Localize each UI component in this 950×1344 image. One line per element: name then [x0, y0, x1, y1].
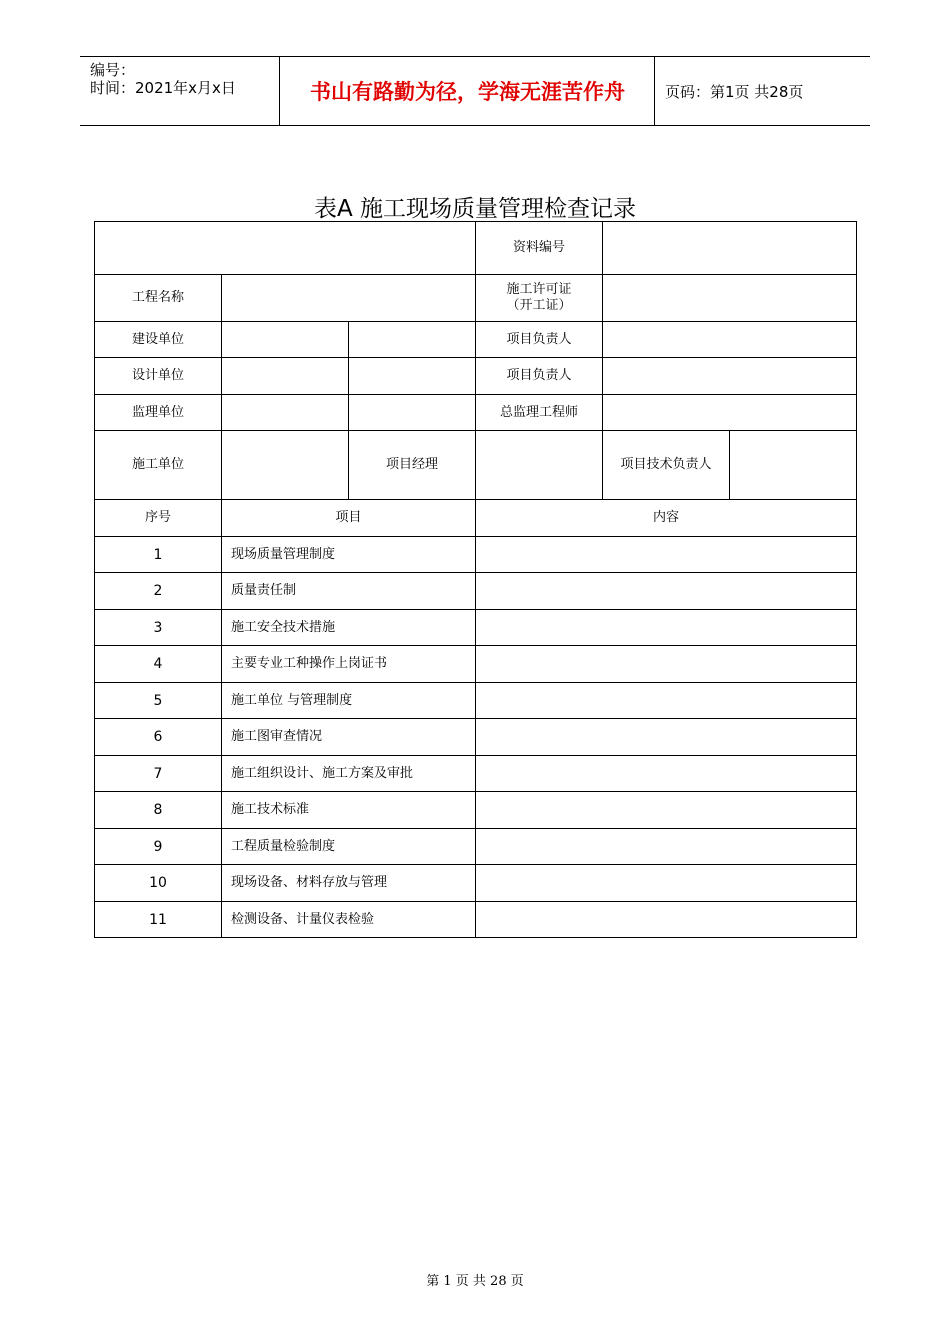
document-title: 表A 施工现场质量管理检查记录	[313, 196, 637, 222]
row-number: 10	[95, 865, 222, 902]
form-row-builder	[95, 322, 857, 358]
row-content-field[interactable]	[476, 646, 857, 683]
table-row	[95, 865, 857, 902]
permit-label-line1: 施工许可证	[506, 282, 572, 297]
row-number: 9	[95, 829, 222, 865]
header-page-number: 页码：第1页 共28页	[665, 82, 804, 101]
builder-field-extra[interactable]	[349, 322, 476, 358]
row-item: 施工安全技术措施	[222, 610, 476, 646]
table-row	[95, 756, 857, 792]
row-item: 施工单位 与管理制度	[222, 683, 476, 719]
data-number-label: 资料编号	[476, 222, 603, 275]
row-item: 施工组织设计、施工方案及审批	[222, 756, 476, 792]
table-row	[95, 902, 857, 938]
row-content-field[interactable]	[476, 792, 857, 829]
row-number: 7	[95, 756, 222, 792]
row-content-field[interactable]	[476, 902, 857, 938]
time-label: 时间：2021年x月x日	[90, 79, 236, 97]
table-row	[95, 792, 857, 829]
row-content-field[interactable]	[476, 573, 857, 610]
designer-lead-field[interactable]	[603, 358, 857, 395]
quality-inspection-form	[94, 221, 857, 938]
chief-supervisor-field[interactable]	[603, 395, 857, 431]
row-number: 3	[95, 610, 222, 646]
row-item: 现场质量管理制度	[222, 537, 476, 573]
builder-lead-label: 项目负责人	[476, 322, 603, 358]
row-content-field[interactable]	[476, 865, 857, 902]
table-row	[95, 683, 857, 719]
form-row-contractor	[95, 431, 857, 500]
chief-supervisor-label: 总监理工程师	[476, 395, 603, 431]
permit-field[interactable]	[603, 275, 857, 322]
project-name-field[interactable]	[222, 275, 476, 322]
designer-field[interactable]	[222, 358, 349, 395]
form-row-data-number	[95, 222, 857, 275]
row-content-field[interactable]	[476, 610, 857, 646]
blank-cell[interactable]	[95, 222, 476, 275]
tech-lead-label: 项目技术负责人	[603, 431, 730, 500]
builder-label: 建设单位	[95, 322, 222, 358]
data-number-field[interactable]	[603, 222, 857, 275]
row-item: 现场设备、材料存放与管理	[222, 865, 476, 902]
document-header	[80, 56, 870, 126]
page-footer: 第 1 页 共 28 页	[426, 1274, 524, 1289]
form-row-supervisor	[95, 395, 857, 431]
row-number: 8	[95, 792, 222, 829]
designer-label: 设计单位	[95, 358, 222, 395]
column-header-no: 序号	[95, 500, 222, 537]
table-row	[95, 537, 857, 573]
project-manager-field[interactable]	[476, 431, 603, 500]
designer-lead-label: 项目负责人	[476, 358, 603, 395]
form-row-designer	[95, 358, 857, 395]
builder-lead-field[interactable]	[603, 322, 857, 358]
row-number: 2	[95, 573, 222, 610]
row-number: 4	[95, 646, 222, 683]
row-item: 工程质量检验制度	[222, 829, 476, 865]
form-row-project-name	[95, 275, 857, 322]
table-row	[95, 610, 857, 646]
row-item: 检测设备、计量仪表检验	[222, 902, 476, 938]
permit-label-line2: （开工证）	[506, 298, 572, 313]
supervisor-field[interactable]	[222, 395, 349, 431]
row-item: 质量责任制	[222, 573, 476, 610]
project-name-label: 工程名称	[95, 275, 222, 322]
row-content-field[interactable]	[476, 719, 857, 756]
row-item: 主要专业工种操作上岗证书	[222, 646, 476, 683]
row-number: 11	[95, 902, 222, 938]
code-label: 编号：	[90, 61, 136, 79]
designer-field-extra[interactable]	[349, 358, 476, 395]
row-number: 6	[95, 719, 222, 756]
row-content-field[interactable]	[476, 683, 857, 719]
row-content-field[interactable]	[476, 756, 857, 792]
supervisor-label: 监理单位	[95, 395, 222, 431]
row-number: 5	[95, 683, 222, 719]
table-row	[95, 719, 857, 756]
row-item: 施工图审查情况	[222, 719, 476, 756]
header-motto: 书山有路勤为径，学海无涯苦作舟	[281, 57, 655, 125]
row-content-field[interactable]	[476, 537, 857, 573]
row-item: 施工技术标准	[222, 792, 476, 829]
column-header-item: 项目	[222, 500, 476, 537]
tech-lead-field[interactable]	[730, 431, 857, 500]
contractor-label: 施工单位	[95, 431, 222, 500]
form-row-column-headers	[95, 500, 857, 537]
header-meta	[80, 57, 280, 125]
table-row	[95, 646, 857, 683]
table-row	[95, 573, 857, 610]
table-row	[95, 829, 857, 865]
contractor-field[interactable]	[222, 431, 349, 500]
row-number: 1	[95, 537, 222, 573]
permit-label	[476, 275, 603, 322]
builder-field[interactable]	[222, 322, 349, 358]
project-manager-label: 项目经理	[349, 431, 476, 500]
column-header-content: 内容	[476, 500, 857, 537]
supervisor-field-extra[interactable]	[349, 395, 476, 431]
row-content-field[interactable]	[476, 829, 857, 865]
